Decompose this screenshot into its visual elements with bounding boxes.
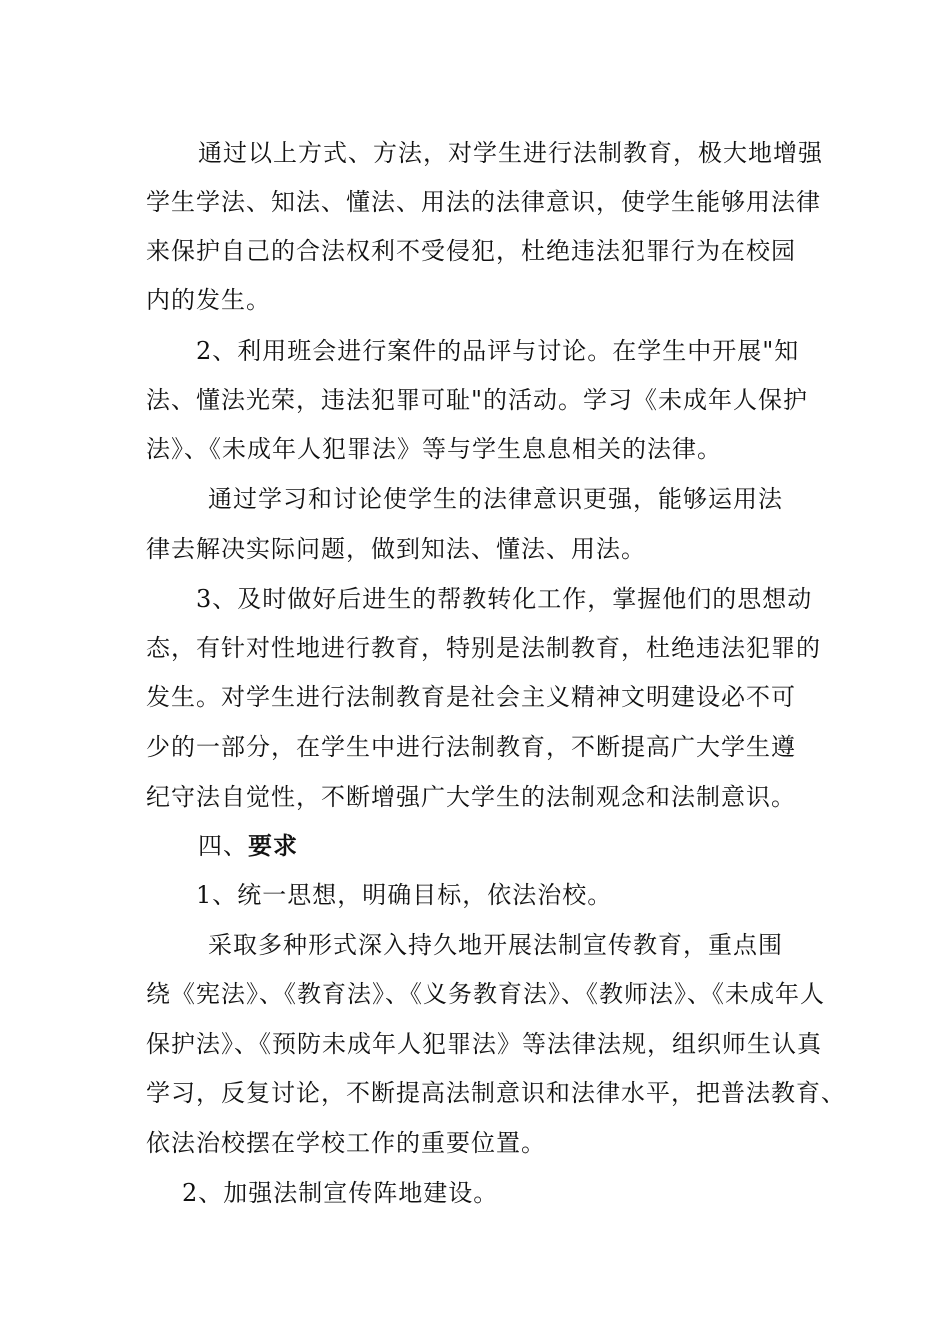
text-line: 3、及时做好后进生的帮教转化工作，掌握他们的思想动 [196, 585, 813, 613]
text-line: 来保护自己的合法权利不受侵犯，杜绝违法犯罪行为在校园 [146, 237, 796, 265]
text-line: 律去解决实际问题，做到知法、懂法、用法。 [146, 535, 646, 563]
text-line: 纪守法自觉性，不断增强广大学生的法制观念和法制意识。 [146, 783, 796, 811]
text-line: 法、懂法光荣，违法犯罪可耻"的活动。学习《未成年人保护 [146, 386, 809, 414]
text-line: 通过学习和讨论使学生的法律意识更强，能够运用法 [208, 485, 783, 513]
text-line: 保护法》、《预防未成年人犯罪法》等法律法规，组织师生认真 [146, 1030, 822, 1058]
text-line: 学习，反复讨论，不断提高法制意识和法律水平，把普法教育、 [146, 1079, 846, 1107]
section-number: 四、 [198, 832, 248, 860]
text-line: 发生。对学生进行法制教育是社会主义精神文明建设必不可 [146, 683, 796, 711]
section-heading [198, 831, 298, 861]
text-line: 2、加强法制宣传阵地建设。 [182, 1179, 499, 1207]
section-title: 要求 [248, 831, 298, 860]
text-line: 内的发生。 [146, 286, 271, 314]
text-line: 通过以上方式、方法，对学生进行法制教育，极大地增强 [198, 139, 823, 167]
text-line: 采取多种形式深入持久地开展法制宣传教育，重点围 [208, 931, 783, 959]
text-line: 绕《宪法》、《教育法》、《义务教育法》、《教师法》、《未成年人 [146, 980, 825, 1008]
text-line: 2、利用班会进行案件的品评与讨论。在学生中开展"知 [196, 337, 800, 365]
text-line: 依法治校摆在学校工作的重要位置。 [146, 1129, 546, 1157]
text-line: 学生学法、知法、懂法、用法的法律意识，使学生能够用法律 [146, 188, 821, 216]
text-line: 少的一部分，在学生中进行法制教育，不断提高广大学生遵 [146, 733, 796, 761]
text-line: 1、统一思想，明确目标，依法治校。 [196, 881, 613, 909]
text-line: 法》、《未成年人犯罪法》等与学生息息相关的法律。 [146, 435, 722, 463]
text-line: 态，有针对性地进行教育，特别是法制教育，杜绝违法犯罪的 [146, 634, 821, 662]
